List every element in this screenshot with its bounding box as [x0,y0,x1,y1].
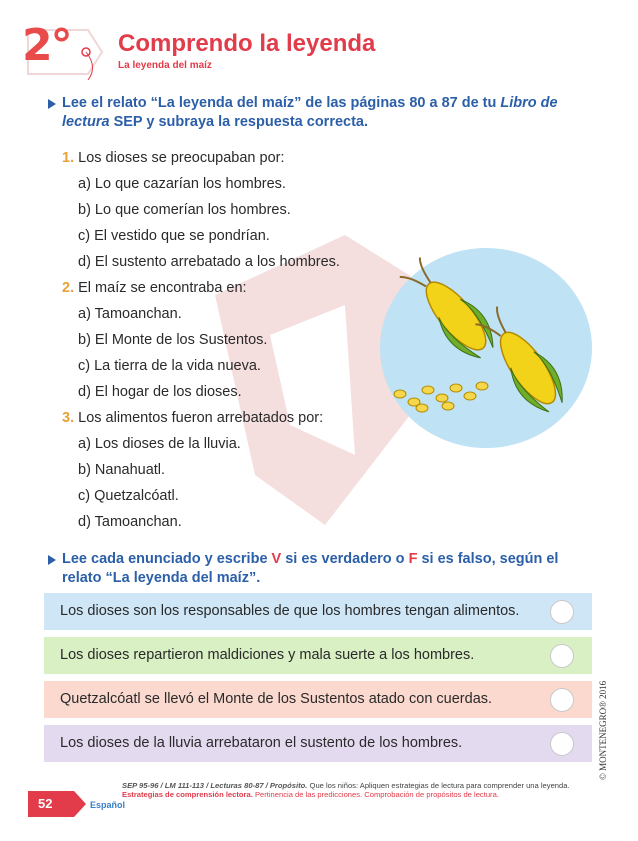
question-2: 2. El maíz se encontraba en: [62,280,247,296]
question-3-option-a[interactable]: a) Los dioses de la lluvia. [78,436,241,452]
question-3-option-b[interactable]: b) Nanahuatl. [78,462,166,478]
page-number: 52 [38,796,53,811]
question-1-option-c[interactable]: c) El vestido que se pondrían. [78,228,270,244]
answer-circle-1[interactable] [550,600,574,624]
question-1-option-b[interactable]: b) Lo que comerían los hombres. [78,202,291,218]
triangle-bullet-icon [48,555,56,565]
statement-2-text: Los dioses repartieron maldiciones y mala suerte a los hombres. [60,647,475,663]
statement-3-text: Quetzalcóatl se llevó el Monte de los Sustentos atado con cuerdas. [60,691,493,707]
question-1: 1. Los dioses se preocupaban por: [62,150,285,166]
statement-1-text: Los dioses son los responsables de que los hombres tengan alimentos. [60,603,520,619]
question-2-option-c[interactable]: c) La tierra de la vida nueva. [78,358,261,374]
question-3-option-c[interactable]: c) Quetzalcóatl. [78,488,179,504]
instruction-2: Lee cada enunciado y escribe V si es verdadero o F si es falso, según el relato “La leyenda del maíz”. [62,550,582,588]
answer-circle-3[interactable] [550,688,574,712]
question-3-option-d[interactable]: d) Tamoanchan. [78,514,182,530]
page-subtitle: La leyenda del maíz [118,60,212,71]
question-1-option-a[interactable]: a) Lo que cazarían los hombres. [78,176,286,192]
copyright-notice: © MONTENEGRO® 2016 [598,680,608,780]
footer-note: SEP 95-96 / LM 111-113 / Lecturas 80-87 / Propósito. Que los niños: Apliquen estrategias de lectura para comprender una leyenda. Estrategias de comprensión lectora. Pertinencia de las predicciones. Comprobación de propósitos de lectura. [122,781,570,799]
question-3: 3. Los alimentos fueron arrebatados por: [62,410,324,426]
answer-circle-4[interactable] [550,732,574,756]
instruction-1: Lee el relato “La leyenda del maíz” de las páginas 80 a 87 de tu Libro de lectura SEP y subraya la respuesta correcta. [62,94,582,132]
page-number-badge [28,791,86,817]
triangle-bullet-icon [48,99,56,109]
question-1-option-d[interactable]: d) El sustento arrebatado a los hombres. [78,254,340,270]
question-2-option-a[interactable]: a) Tamoanchan. [78,306,182,322]
statement-4-text: Los dioses de la lluvia arrebataron el sustento de los hombres. [60,735,463,751]
answer-circle-2[interactable] [550,644,574,668]
question-2-option-b[interactable]: b) El Monte de los Sustentos. [78,332,268,348]
subject-label: Español [90,800,126,810]
page-title: Comprendo la leyenda [118,30,376,57]
grade-label: 2° [22,20,71,71]
question-2-option-d[interactable]: d) El hogar de los dioses. [78,384,242,400]
corn-illustration [378,246,594,456]
